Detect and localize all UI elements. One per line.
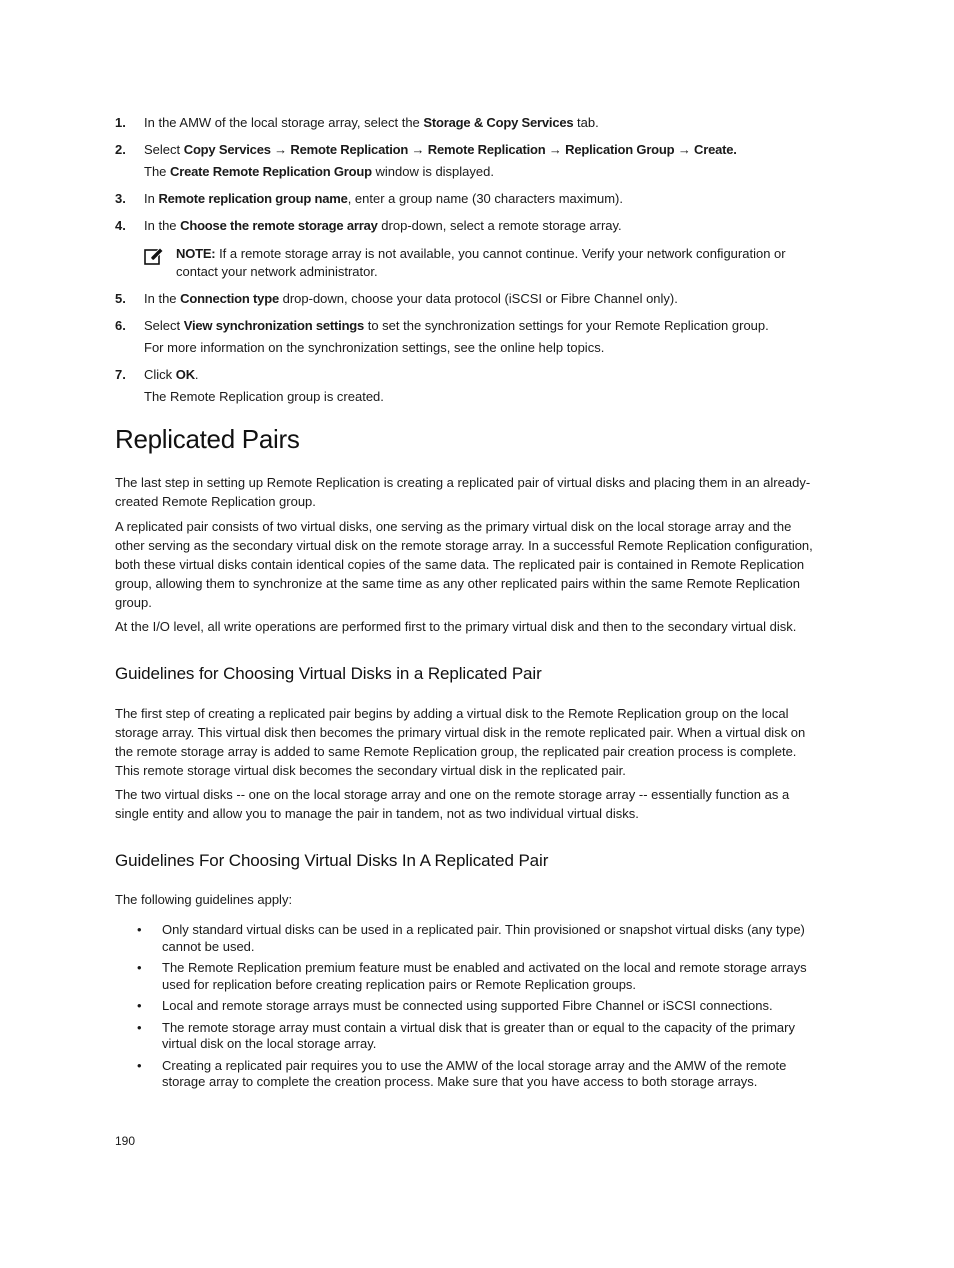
step-1: 1. In the AMW of the local storage array, select the Storage & Copy Services tab. — [115, 115, 599, 130]
procedure-steps — [115, 114, 815, 415]
note-box: NOTE: If a remote storage array is not available, you cannot continue. Verify your network configuration or contact your network administrator. — [144, 245, 815, 281]
step-6-info: For more information on the synchronization settings, see the online help topics. — [144, 340, 605, 355]
guidelines-list — [115, 922, 815, 1096]
list-item: • Local and remote storage arrays must be connected using supported Fibre Channel or iSCSI connections. — [137, 998, 773, 1013]
section-title-replicated-pairs: Replicated Pairs — [115, 424, 300, 454]
step-4: 4. In the Choose the remote storage array drop-down, select a remote storage array. NOTE: If a remote storage array is not available, you cannot continue. Verify your network configuration or contact your network administrator. — [115, 217, 815, 281]
paragraph: The following guidelines apply: — [115, 892, 293, 907]
paragraph: The last step in setting up Remote Replication is creating a replicated pair of virtual disks and placing them in an already-created Remote Replication group. — [115, 475, 811, 509]
paragraph: A replicated pair consists of two virtual disks, one serving as the primary virtual disk on the local storage array and the other serving as the secondary virtual disk on the remote storage array. In a successful Remote Replication configuration, both these virtual disks contain identical copies of the same data. The replicated pair is contained in Remote Replication group, allowing them to synchronize at the same time as any other replicated pairs within the same Remote Replication group. — [115, 519, 813, 610]
step-6: 6. Select View synchronization settings to set the synchronization settings for your Remote Replication group. For more information on the synchronization settings, see the online help topics. — [115, 317, 815, 357]
subsection-title-guidelines-for: Guidelines For Choosing Virtual Disks In A Replicated Pair — [115, 851, 549, 870]
list-item: • The remote storage array must contain a virtual disk that is greater than or equal to the capacity of the primary virtual disk on the local storage array. — [137, 1019, 795, 1051]
step-3: 3. In Remote replication group name, enter a group name (30 characters maximum). — [115, 191, 623, 206]
step-7: 7. Click OK. The Remote Replication group is created. — [115, 366, 815, 406]
step-2: 2. Select Copy Services → Remote Replication → Remote Replication → Replication Group → Create. The Create Remote Replication Group window is displayed. — [115, 141, 815, 181]
list-item: • The Remote Replication premium feature must be enabled and activated on the local and remote storage arrays used for replication before creating replication pairs or Remote Replication groups. — [137, 960, 807, 992]
paragraph: At the I/O level, all write operations are performed first to the primary virtual disk and then to the secondary virtual disk. — [115, 619, 797, 634]
paragraph: The two virtual disks -- one on the local storage array and one on the remote storage array -- essentially function as a single entity and allow you to manage the pair in tandem, not as two individual virtual disks. — [115, 787, 790, 821]
page-number: 190 — [115, 1134, 136, 1148]
step-2-result: The Create Remote Replication Group window is displayed. — [144, 164, 494, 179]
step-7-result: The Remote Replication group is created. — [144, 389, 384, 404]
pencil-note-icon — [144, 247, 164, 267]
list-item: • Only standard virtual disks can be used in a replicated pair. Thin provisioned or snapshot virtual disks (any type) cannot be used. — [137, 922, 805, 954]
subsection-title-guidelines: Guidelines for Choosing Virtual Disks in a Replicated Pair — [115, 664, 542, 683]
paragraph: The first step of creating a replicated pair begins by adding a virtual disk to the Remote Replication group on the local storage array. This virtual disk then becomes the primary virtual disk in the remote replicated pair. When a virtual disk on the remote storage array is added to same Remote Replication group, the replicated pair creation process is complete. This remote storage virtual disk becomes the secondary virtual disk in the replicated pair. — [115, 706, 806, 778]
list-item: • Creating a replicated pair requires you to use the AMW of the local storage array and the AMW of the remote storage array to complete the creation process. Make sure that you have access to both storage arrays. — [137, 1057, 787, 1089]
step-5: 5. In the Connection type drop-down, choose your data protocol (iSCSI or Fibre Channel only). — [115, 291, 678, 306]
